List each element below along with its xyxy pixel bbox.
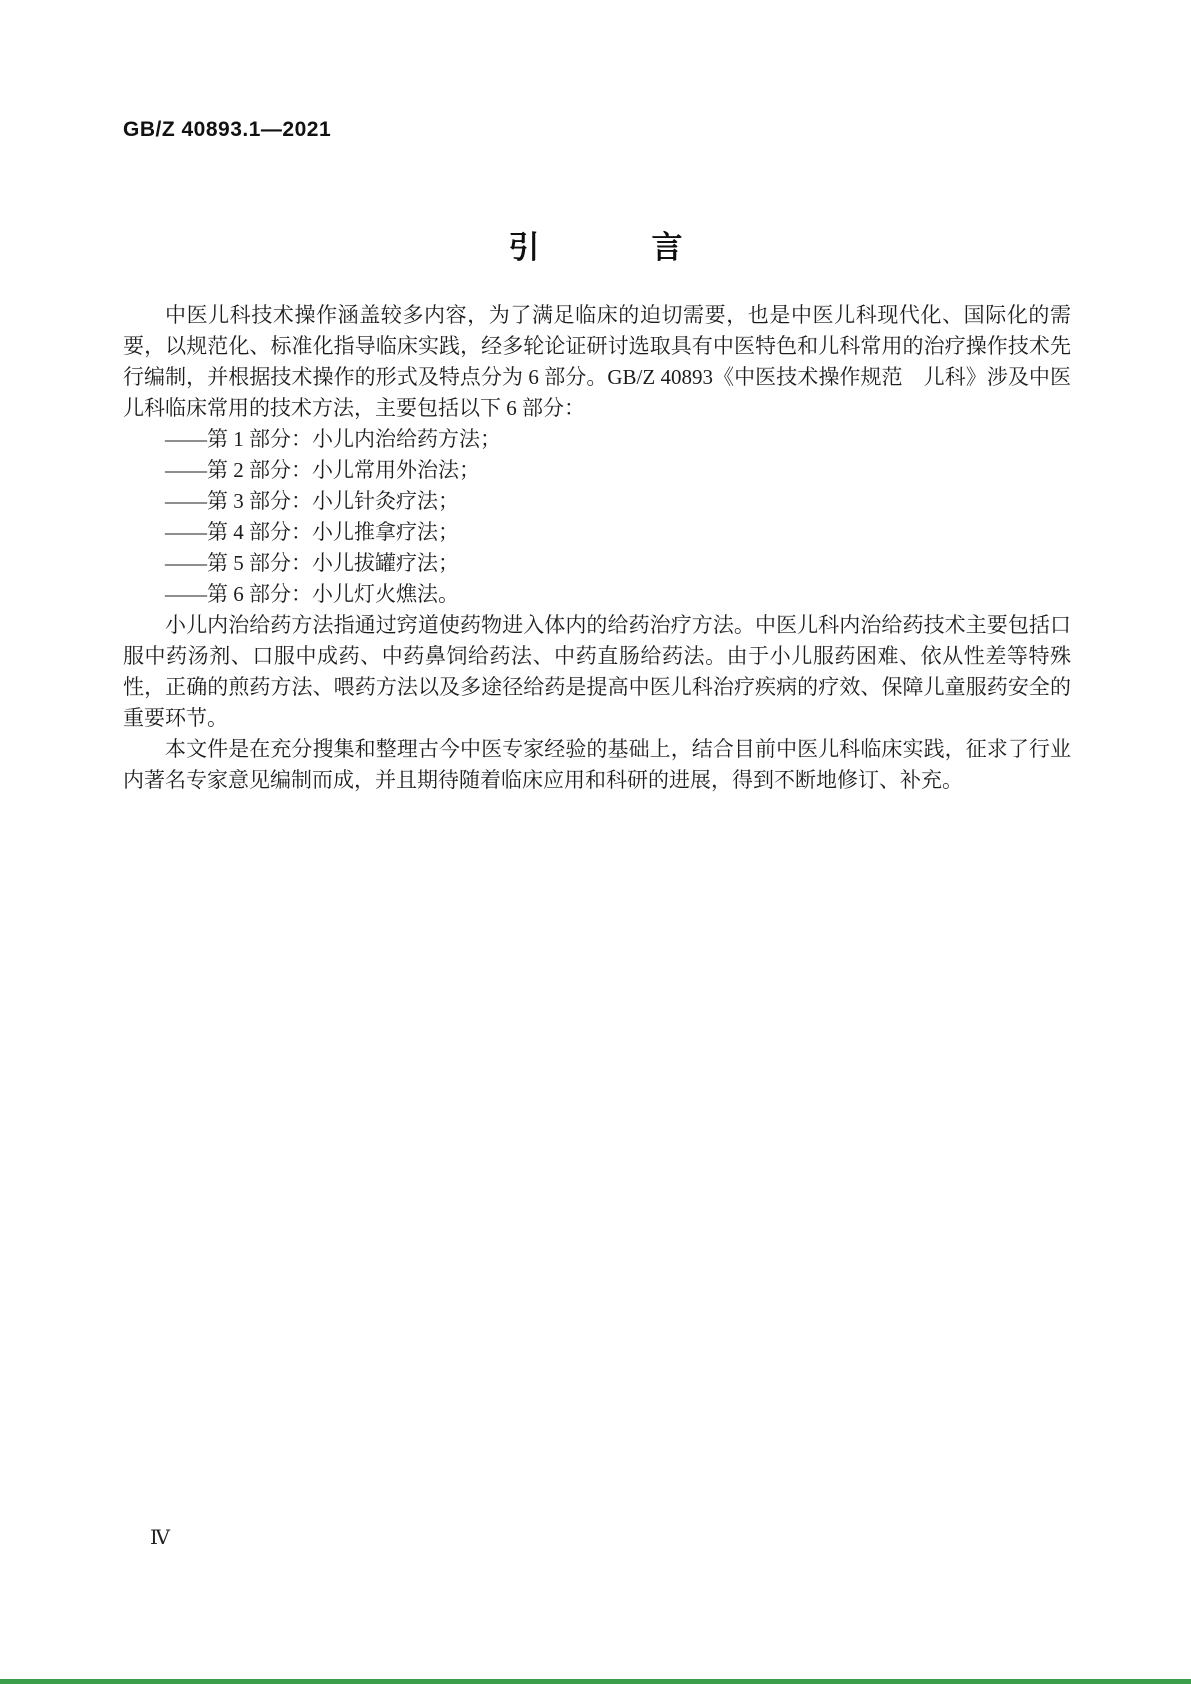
list-item-part6: ——第 6 部分：小儿灯火燋法。 [165,582,459,606]
title-char-yin: 引 [508,230,540,265]
paragraph-intro: 中医儿科技术操作涵盖较多内容，为了满足临床的迫切需要，也是中医儿科现代化、国际化的需要，以规范化、标准化指导临床实践，经多轮论证研讨选取具有中医特色和儿科常用的治疗操作技术先行编制，并根据技术操作的形式及特点分为 6 部分。GB/Z 40893《中医技术操作规范 儿科》涉及中医儿科临床常用的技术方法，主要包括以下 6 部分： [123,303,1071,420]
standard-doc-number: GB/Z 40893.1—2021 [123,118,332,141]
parts-list [123,424,1071,610]
list-item-part3: ——第 3 部分：小儿针灸疗法； [165,489,459,513]
bottom-green-bar [0,1679,1191,1684]
list-item-part5: ——第 5 部分：小儿拔罐疗法； [165,551,459,575]
page-title [0,222,1191,267]
page-number: Ⅳ [150,1527,170,1549]
document-body [123,300,1071,796]
paragraph-closing: 本文件是在充分搜集和整理古今中医专家经验的基础上，结合目前中医儿科临床实践，征求了行业内著名专家意见编制而成，并且期待随着临床应用和科研的进展，得到不断地修订、补充。 [123,737,1071,792]
paragraph-internal-methods: 小儿内治给药方法指通过窍道使药物进入体内的给药治疗方法。中医儿科内治给药技术主要包括口服中药汤剂、口服中成药、中药鼻饲给药法、中药直肠给药法。由于小儿服药困难、依从性差等特殊性，正确的煎药方法、喂药方法以及多途径给药是提高中医儿科治疗疾病的疗效、保障儿童服药安全的重要环节。 [123,613,1071,730]
title-char-yan: 言 [651,230,683,265]
list-item-part4: ——第 4 部分：小儿推拿疗法； [165,520,459,544]
list-item-part1: ——第 1 部分：小儿内治给药方法； [165,427,501,451]
list-item-part2: ——第 2 部分：小儿常用外治法； [165,458,480,482]
